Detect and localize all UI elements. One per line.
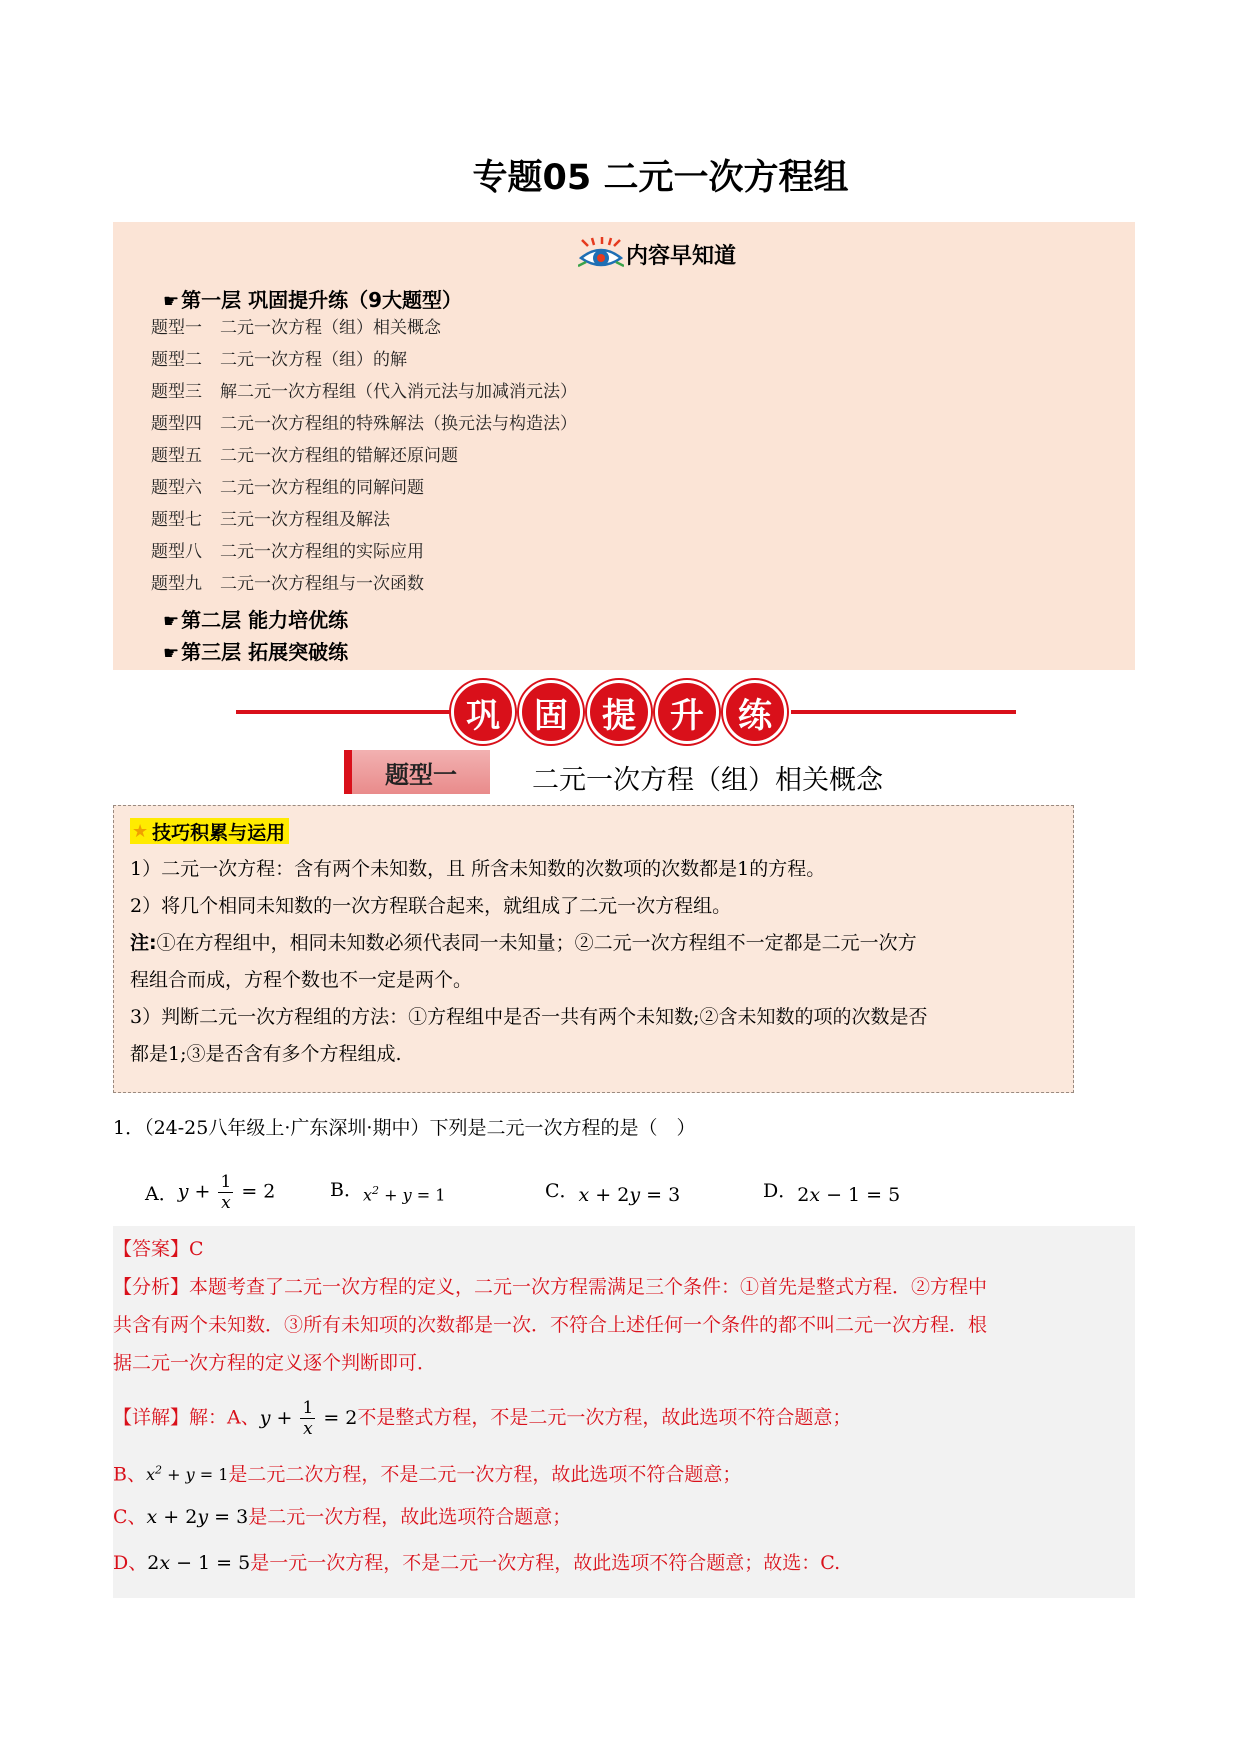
toc-item: [151, 377, 577, 402]
toc-item: [151, 473, 424, 498]
toc-layer-1-label: 第一层 巩固提升练（9大题型）: [181, 288, 463, 312]
toc-item: [151, 505, 390, 530]
toc-item-text: 二元一次方程（组）的解: [220, 350, 407, 370]
toc-header-label: 内容早知道: [626, 243, 737, 269]
banner-char: 固: [519, 680, 583, 744]
toc-item-text: 二元一次方程组的错解还原问题: [220, 446, 458, 466]
eye-icon: [578, 236, 624, 272]
option-c: [545, 1172, 680, 1206]
toc-item-num: 题型二: [151, 350, 202, 370]
toc-layer-3: [163, 636, 348, 665]
detail-d-text: 是一元一次方程，不是二元一次方程，故此选项不符合题意；故选：C.: [250, 1552, 841, 1574]
toc-item-text: 三元一次方程组及解法: [220, 510, 390, 530]
pointing-hand-icon: ☛: [163, 643, 180, 664]
toc-item-num: 题型八: [151, 542, 202, 562]
banner-line-left: [236, 710, 461, 714]
detail-d-prefix: D、: [113, 1552, 148, 1574]
page-title: 专题05 二元一次方程组: [472, 158, 849, 198]
toc-item-text: 解二元一次方程组（代入消元法与加减消元法）: [220, 382, 577, 402]
tips-line: 都是1;③是否含有多个方程组成.: [130, 1043, 402, 1065]
option-a: [145, 1172, 275, 1213]
type-tag: 题型一: [344, 750, 490, 794]
note-text: ①在方程组中，相同未知数必须代表同一未知量；②二元一次方程组不一定都是二元一次方: [156, 932, 917, 954]
tips-line: 3）判断二元一次方程组的方法：①方程组中是否一共有两个未知数;②含未知数的项的次数是否: [130, 1006, 928, 1028]
toc-item-text: 二元一次方程组的实际应用: [220, 542, 424, 562]
option-a-label: A．: [145, 1183, 178, 1205]
option-c-label: C．: [545, 1179, 579, 1202]
banner-chars: [451, 680, 791, 744]
pointing-hand-icon: ☛: [163, 291, 180, 312]
detail-line-b: [113, 1452, 1123, 1494]
detail-a-formula: y + $\frac{1}{x}$ = 2: [259, 1398, 358, 1439]
detail-a-text: 不是整式方程，不是二元一次方程，故此选项不符合题意；: [357, 1406, 852, 1429]
banner-char: 巩: [451, 680, 515, 744]
star-icon: ★: [132, 820, 149, 842]
tips-line: 2）将几个相同未知数的一次方程联合起来，就组成了二元一次方程组。: [130, 895, 732, 917]
toc-item-num: 题型四: [151, 414, 202, 434]
toc-item-num: 题型六: [151, 478, 202, 498]
detail-d-formula: 2x − 1 = 5: [147, 1552, 251, 1574]
toc-layer-2: [163, 604, 348, 633]
detail-line-a: [113, 1398, 1123, 1439]
tips-box: [113, 805, 1074, 1093]
analysis-line: 【分析】本题考查了二元一次方程的定义，二元一次方程需满足三个条件：①首先是整式方程．②方程中: [113, 1276, 988, 1298]
option-d-formula: 2x − 1 = 5: [797, 1184, 901, 1206]
answer-box: [113, 1226, 1135, 1598]
analysis-line: 共含有两个未知数．③所有未知项的次数都是一次．不符合上述任何一个条件的都不叫二元一次方程．根: [113, 1314, 988, 1336]
option-d: [763, 1172, 900, 1206]
pointing-hand-icon: ☛: [163, 611, 180, 632]
toc-layer-2-label: 第二层 能力培优练: [181, 608, 349, 632]
note-label: 注:: [130, 932, 157, 954]
option-b: [330, 1172, 445, 1204]
toc-item-num: 题型七: [151, 510, 202, 530]
analysis-line: 据二元一次方程的定义逐个判断即可．: [113, 1352, 437, 1374]
option-b-formula: $x^2 + y = 1$: [362, 1184, 446, 1205]
banner-char: 升: [655, 680, 719, 744]
toc-item: [151, 537, 424, 562]
toc-item-text: 二元一次方程组的同解问题: [220, 478, 424, 498]
toc-layer-1: [163, 284, 462, 313]
detail-line-d: [113, 1544, 1123, 1582]
table-of-contents: [113, 222, 1135, 670]
toc-item: [151, 441, 458, 466]
tips-line: [130, 925, 1060, 961]
detail-c-prefix: C、: [113, 1506, 147, 1528]
toc-item: [151, 569, 424, 594]
detail-c-text: 是二元一次方程，故此选项符合题意；: [248, 1506, 572, 1528]
toc-item-text: 二元一次方程组的特殊解法（换元法与构造法）: [220, 414, 577, 434]
detail-b-formula: $x^2 + y = 1$: [145, 1464, 229, 1485]
toc-item-num: 题型三: [151, 382, 202, 402]
option-c-formula: x + 2y = 3: [578, 1184, 681, 1206]
toc-item-num: 题型一: [151, 318, 202, 338]
tips-line: 程组合而成，方程个数也不一定是两个。: [130, 969, 473, 991]
toc-item: [151, 313, 441, 338]
toc-item: [151, 409, 577, 434]
detail-line-c: [113, 1498, 1123, 1536]
detail-prefix: 【详解】解：A、: [113, 1406, 260, 1429]
option-b-label: B．: [330, 1178, 363, 1201]
banner-line-right: [791, 710, 1016, 714]
toc-layer-3-label: 第三层 拓展突破练: [181, 640, 349, 664]
toc-item-num: 题型九: [151, 574, 202, 594]
banner-char: 提: [587, 680, 651, 744]
answer-line: 【答案】C: [113, 1238, 204, 1260]
section-banner: [236, 680, 1016, 744]
detail-c-formula: x + 2y = 3: [146, 1506, 249, 1528]
tips-header: [130, 818, 289, 844]
tips-header-label: 技巧积累与运用: [152, 821, 286, 844]
tips-line: 1）二元一次方程：含有两个未知数，且 所含未知数的次数项的次数都是1的方程。: [130, 858, 826, 880]
toc-item-text: 二元一次方程（组）相关概念: [220, 318, 441, 338]
detail-b-text: 是二元二次方程，不是二元一次方程，故此选项不符合题意；: [228, 1463, 742, 1486]
banner-char: 练: [723, 680, 787, 744]
option-a-formula: y + $\frac{1}{x}$ = 2: [177, 1172, 276, 1213]
type-title: 二元一次方程（组）相关概念: [532, 765, 883, 796]
question-text: 1．（24-25八年级上·广东深圳·期中）下列是二元一次方程的是（ ）: [113, 1117, 696, 1139]
option-d-label: D．: [763, 1179, 798, 1202]
toc-item: [151, 345, 407, 370]
toc-item-text: 二元一次方程组与一次函数: [220, 574, 424, 594]
toc-header: [578, 234, 736, 274]
detail-b-prefix: B、: [113, 1463, 146, 1486]
toc-item-num: 题型五: [151, 446, 202, 466]
